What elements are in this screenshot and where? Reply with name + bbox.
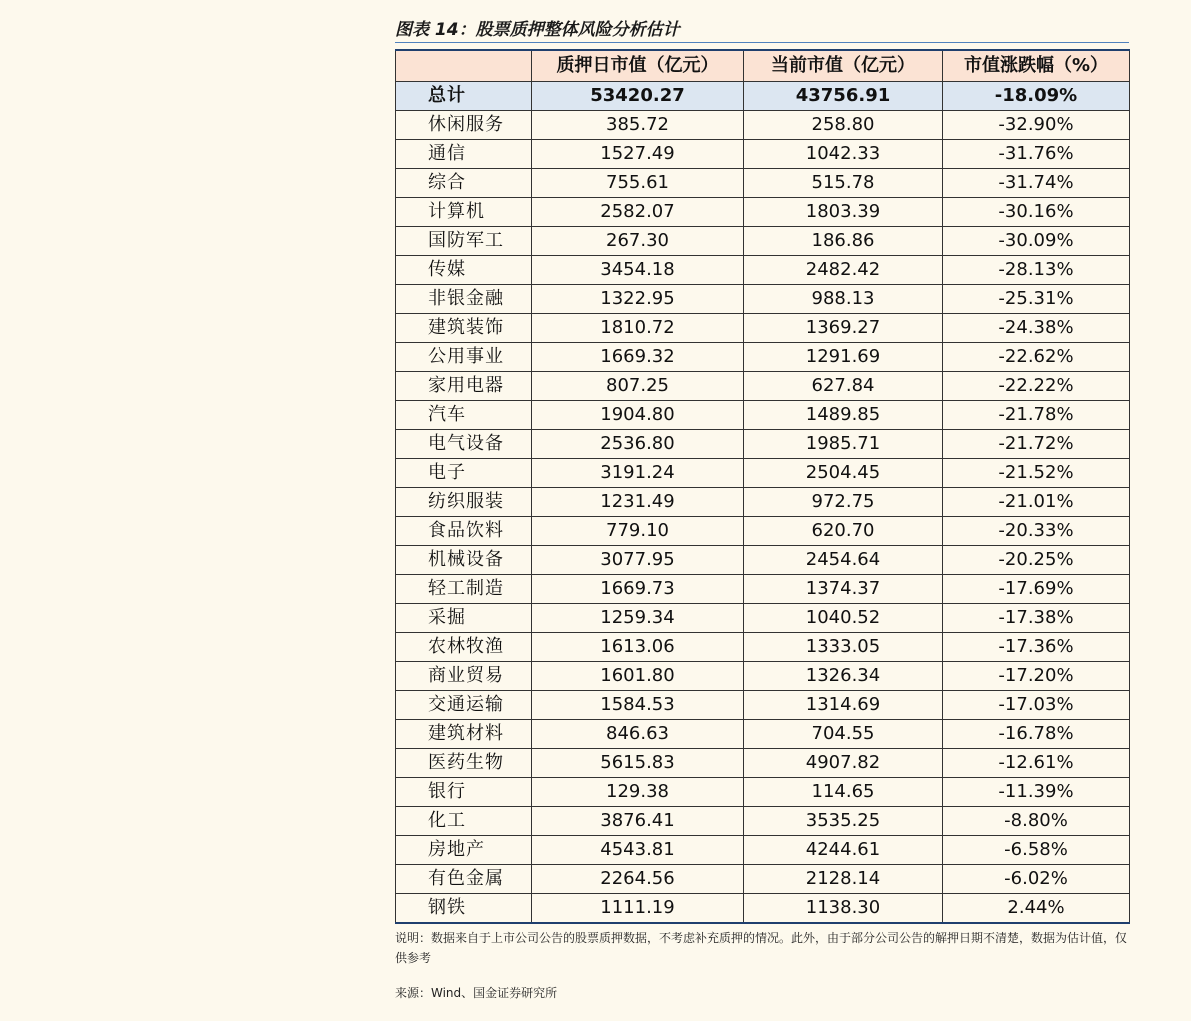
industry-name: 农林牧渔: [396, 633, 532, 662]
pledge-value: 1904.80: [532, 401, 744, 430]
table-note: 说明：数据来自于上市公司公告的股票质押数据，不考虑补充质押的情况。此外，由于部分公司公告的解押日期不清楚，数据为估计值，仅供参考: [395, 931, 1128, 965]
change-percent: -16.78%: [943, 720, 1130, 749]
table-row-total: [396, 82, 1130, 111]
table-row: [396, 778, 1130, 807]
table-row: [396, 720, 1130, 749]
current-value: 704.55: [744, 720, 943, 749]
industry-name: 传媒: [396, 256, 532, 285]
table-row: [396, 459, 1130, 488]
current-value: 1040.52: [744, 604, 943, 633]
pledge-value: 2264.56: [532, 865, 744, 894]
change-percent: -21.52%: [943, 459, 1130, 488]
table-row: [396, 488, 1130, 517]
change-percent: -24.38%: [943, 314, 1130, 343]
current-value: 2128.14: [744, 865, 943, 894]
pledge-value: 1613.06: [532, 633, 744, 662]
pledge-value: 267.30: [532, 227, 744, 256]
current-value: 258.80: [744, 111, 943, 140]
total-change: -18.09%: [943, 82, 1130, 111]
current-value: 1291.69: [744, 343, 943, 372]
pledge-value: 129.38: [532, 778, 744, 807]
change-percent: -11.39%: [943, 778, 1130, 807]
industry-name: 机械设备: [396, 546, 532, 575]
industry-name: 电气设备: [396, 430, 532, 459]
header-current-value: 当前市值（亿元）: [744, 50, 943, 82]
table-header-row: [396, 50, 1130, 82]
table-row: [396, 227, 1130, 256]
industry-name: 钢铁: [396, 894, 532, 924]
table-row: [396, 517, 1130, 546]
industry-name: 综合: [396, 169, 532, 198]
pledge-value: 3876.41: [532, 807, 744, 836]
table-row: [396, 662, 1130, 691]
pledge-value: 5615.83: [532, 749, 744, 778]
change-percent: -28.13%: [943, 256, 1130, 285]
industry-name: 通信: [396, 140, 532, 169]
table-row: [396, 836, 1130, 865]
pledge-value: 2582.07: [532, 198, 744, 227]
current-value: 4907.82: [744, 749, 943, 778]
table-row: [396, 894, 1130, 924]
current-value: 1985.71: [744, 430, 943, 459]
industry-name: 轻工制造: [396, 575, 532, 604]
industry-name: 家用电器: [396, 372, 532, 401]
table-row: [396, 314, 1130, 343]
total-current-value: 43756.91: [744, 82, 943, 111]
change-percent: -17.69%: [943, 575, 1130, 604]
pledge-risk-table: [395, 49, 1130, 924]
industry-name: 银行: [396, 778, 532, 807]
industry-name: 汽车: [396, 401, 532, 430]
current-value: 1042.33: [744, 140, 943, 169]
table-row: [396, 401, 1130, 430]
table-source: 来源：Wind、国金证券研究所: [395, 986, 558, 1000]
pledge-value: 755.61: [532, 169, 744, 198]
table-row: [396, 546, 1130, 575]
pledge-value: 1601.80: [532, 662, 744, 691]
pledge-value: 1669.73: [532, 575, 744, 604]
change-percent: -17.20%: [943, 662, 1130, 691]
industry-name: 建筑装饰: [396, 314, 532, 343]
change-percent: -25.31%: [943, 285, 1130, 314]
current-value: 627.84: [744, 372, 943, 401]
table-row: [396, 256, 1130, 285]
table-row: [396, 111, 1130, 140]
industry-name: 电子: [396, 459, 532, 488]
table-row: [396, 430, 1130, 459]
industry-name: 食品饮料: [396, 517, 532, 546]
change-percent: -32.90%: [943, 111, 1130, 140]
figure-title: [395, 18, 1129, 43]
change-percent: -21.01%: [943, 488, 1130, 517]
pledge-value: 1527.49: [532, 140, 744, 169]
industry-name: 房地产: [396, 836, 532, 865]
industry-name: 化工: [396, 807, 532, 836]
table-row: [396, 140, 1130, 169]
figure-title-text: 图表 14：股票质押整体风险分析估计: [395, 20, 680, 40]
change-percent: -17.38%: [943, 604, 1130, 633]
table-row: [396, 285, 1130, 314]
header-industry: [396, 50, 532, 82]
change-percent: 2.44%: [943, 894, 1130, 924]
industry-name: 交通运输: [396, 691, 532, 720]
current-value: 186.86: [744, 227, 943, 256]
header-pledge-value: 质押日市值（亿元）: [532, 50, 744, 82]
table-row: [396, 343, 1130, 372]
current-value: 2482.42: [744, 256, 943, 285]
total-label: 总计: [396, 82, 532, 111]
current-value: 972.75: [744, 488, 943, 517]
current-value: 4244.61: [744, 836, 943, 865]
industry-name: 纺织服装: [396, 488, 532, 517]
industry-name: 公用事业: [396, 343, 532, 372]
industry-name: 非银金融: [396, 285, 532, 314]
pledge-value: 4543.81: [532, 836, 744, 865]
current-value: 1489.85: [744, 401, 943, 430]
industry-name: 国防军工: [396, 227, 532, 256]
current-value: 1374.37: [744, 575, 943, 604]
current-value: 1803.39: [744, 198, 943, 227]
pledge-value: 1322.95: [532, 285, 744, 314]
change-percent: -6.58%: [943, 836, 1130, 865]
pledge-value: 779.10: [532, 517, 744, 546]
table-row: [396, 604, 1130, 633]
change-percent: -30.16%: [943, 198, 1130, 227]
change-percent: -21.78%: [943, 401, 1130, 430]
pledge-value: 385.72: [532, 111, 744, 140]
change-percent: -31.74%: [943, 169, 1130, 198]
current-value: 2454.64: [744, 546, 943, 575]
total-pledge-value: 53420.27: [532, 82, 744, 111]
current-value: 3535.25: [744, 807, 943, 836]
industry-name: 采掘: [396, 604, 532, 633]
table-row: [396, 691, 1130, 720]
industry-name: 商业贸易: [396, 662, 532, 691]
change-percent: -20.25%: [943, 546, 1130, 575]
table-row: [396, 198, 1130, 227]
pledge-value: 3191.24: [532, 459, 744, 488]
pledge-value: 2536.80: [532, 430, 744, 459]
pledge-value: 846.63: [532, 720, 744, 749]
industry-name: 建筑材料: [396, 720, 532, 749]
change-percent: -17.03%: [943, 691, 1130, 720]
current-value: 114.65: [744, 778, 943, 807]
pledge-value: 1259.34: [532, 604, 744, 633]
current-value: 988.13: [744, 285, 943, 314]
current-value: 1314.69: [744, 691, 943, 720]
pledge-value: 3454.18: [532, 256, 744, 285]
change-percent: -17.36%: [943, 633, 1130, 662]
change-percent: -31.76%: [943, 140, 1130, 169]
change-percent: -22.62%: [943, 343, 1130, 372]
current-value: 1138.30: [744, 894, 943, 924]
pledge-value: 1810.72: [532, 314, 744, 343]
change-percent: -12.61%: [943, 749, 1130, 778]
table-row: [396, 749, 1130, 778]
pledge-value: 1669.32: [532, 343, 744, 372]
current-value: 1326.34: [744, 662, 943, 691]
industry-name: 有色金属: [396, 865, 532, 894]
change-percent: -21.72%: [943, 430, 1130, 459]
industry-name: 医药生物: [396, 749, 532, 778]
table-row: [396, 169, 1130, 198]
pledge-value: 1111.19: [532, 894, 744, 924]
pledge-value: 1584.53: [532, 691, 744, 720]
current-value: 2504.45: [744, 459, 943, 488]
header-change: 市值涨跌幅（%）: [943, 50, 1130, 82]
table-row: [396, 575, 1130, 604]
pledge-value: 3077.95: [532, 546, 744, 575]
industry-name: 计算机: [396, 198, 532, 227]
change-percent: -20.33%: [943, 517, 1130, 546]
pledge-value: 807.25: [532, 372, 744, 401]
table-row: [396, 807, 1130, 836]
change-percent: -8.80%: [943, 807, 1130, 836]
current-value: 620.70: [744, 517, 943, 546]
change-percent: -22.22%: [943, 372, 1130, 401]
current-value: 515.78: [744, 169, 943, 198]
change-percent: -30.09%: [943, 227, 1130, 256]
current-value: 1333.05: [744, 633, 943, 662]
current-value: 1369.27: [744, 314, 943, 343]
table-row: [396, 633, 1130, 662]
pledge-value: 1231.49: [532, 488, 744, 517]
table-row: [396, 865, 1130, 894]
table-row: [396, 372, 1130, 401]
industry-name: 休闲服务: [396, 111, 532, 140]
change-percent: -6.02%: [943, 865, 1130, 894]
